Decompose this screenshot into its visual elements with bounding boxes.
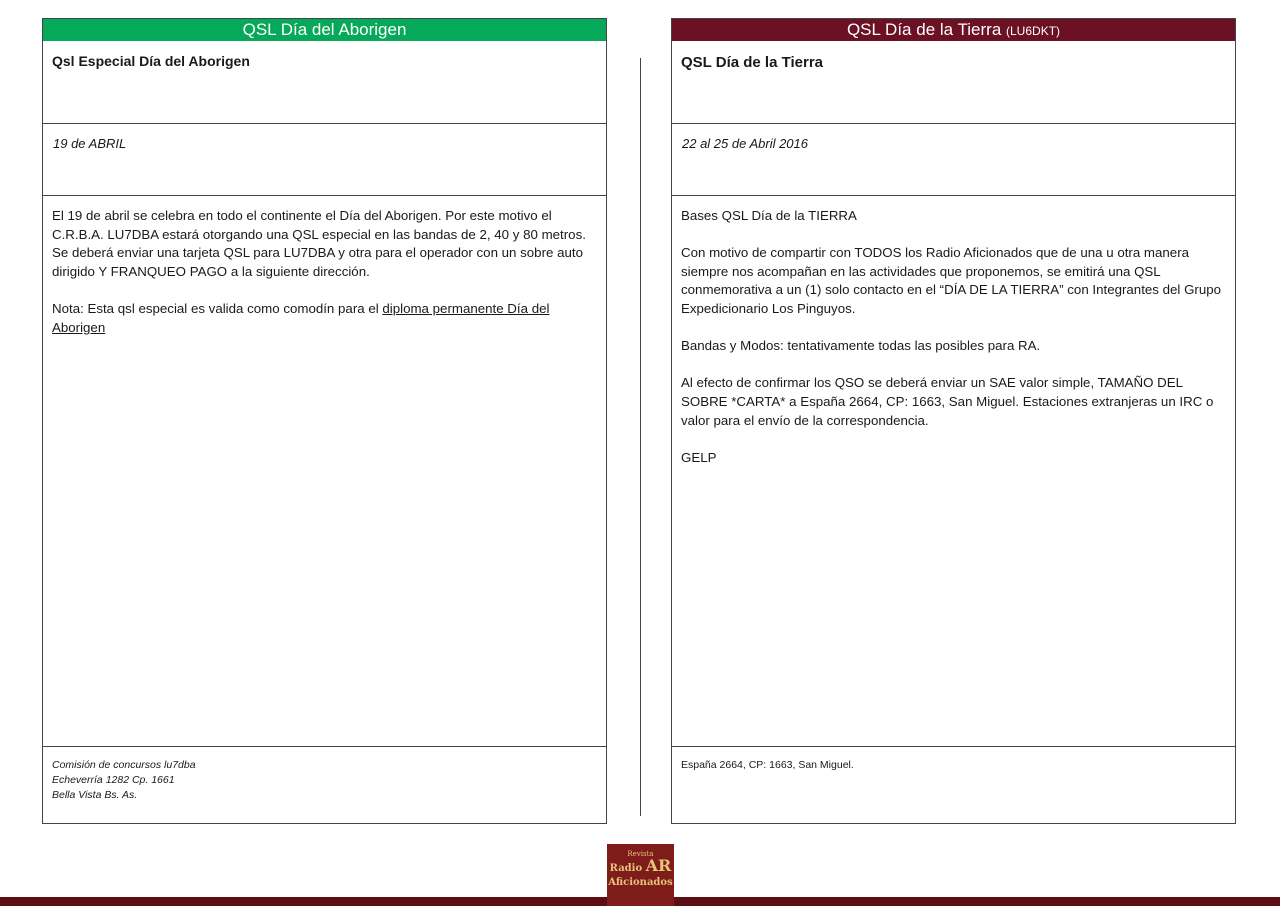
card-body-section xyxy=(43,196,606,747)
logo-aficionados: Aficionados xyxy=(608,877,673,888)
card-body-section xyxy=(672,196,1235,747)
column-divider xyxy=(640,58,641,816)
logo-ar: AR xyxy=(645,856,672,875)
card-header-title: QSL Día del Aborigen xyxy=(242,20,407,39)
card-footer-section xyxy=(672,747,1235,823)
card-footer xyxy=(52,747,597,803)
logo-radio: Radio xyxy=(609,863,643,874)
qsl-card-tierra xyxy=(671,18,1236,824)
note-paragraph xyxy=(52,300,597,337)
card-date-section xyxy=(672,124,1235,196)
card-date: 19 de ABRIL xyxy=(53,136,127,151)
body-paragraph: GELP xyxy=(681,449,717,465)
logo-radio-line xyxy=(607,856,674,876)
card-body xyxy=(52,196,597,337)
footer-line: Bella Vista Bs. As. xyxy=(52,789,138,801)
body-paragraph: Bases QSL Día de la TIERRA xyxy=(681,208,857,223)
card-header-title: QSL Día de la Tierra xyxy=(846,20,1002,39)
card-title-section xyxy=(43,41,606,124)
card-footer-section xyxy=(43,747,606,823)
card-header xyxy=(672,19,1235,41)
card-body xyxy=(681,196,1226,467)
body-paragraph: Al efecto de confirmar los QSO se deberá enviar un SAE valor simple, TAMAÑO DEL SOBRE *CARTA* a España 2664, CP: 1663, San Miguel. Estaciones extranjeras un IRC o valor para el envío de la correspondencia. xyxy=(681,375,1214,428)
footer-line: Comisión de concursos lu7dba xyxy=(52,759,196,771)
footer-line: Echeverría 1282 Cp. 1661 xyxy=(52,774,175,786)
qsl-card-aborigen xyxy=(42,18,607,824)
note-text: Nota: Esta qsl especial es valida como comodín para el xyxy=(52,300,383,316)
card-date: 22 al 25 de Abril 2016 xyxy=(682,136,809,151)
card-footer: España 2664, CP: 1663, San Miguel. xyxy=(681,759,854,771)
card-header-callsign: (LU6DKT) xyxy=(1006,24,1061,38)
diploma-link[interactable]: diploma permanente Día del Aborigen xyxy=(52,300,550,335)
card-header xyxy=(43,19,606,41)
card-date-section xyxy=(43,124,606,196)
logo-top-text: Revista xyxy=(627,850,654,858)
card-title: Qsl Especial Día del Aborigen xyxy=(52,53,250,69)
body-paragraph: El 19 de abril se celebra en todo el continente el Día del Aborigen. Por este motivo el C.R.B.A. LU7DBA estará otorgando una QSL especial en las bandas de 2, 40 y 80 metros. Se deberá enviar una tarjeta QSL para LU7DBA y otra para el operador con un sobre auto dirigido Y FRANQUEO PAGO a la siguiente dirección. xyxy=(52,208,586,279)
body-paragraph: Bandas y Modos: tentativamente todas las posibles para RA. xyxy=(681,338,1041,354)
card-title: QSL Día de la Tierra xyxy=(681,54,824,71)
card-title-section xyxy=(672,41,1235,124)
magazine-logo[interactable] xyxy=(607,844,674,906)
body-paragraph: Con motivo de compartir con TODOS los Radio Aficionados que de una u otra manera siempre nos acompañan en las actividades que proponemos, se emitirá una QSL conmemorativa a un (1) solo contacto en el “DÍA DE LA TIERRA” con Integrantes del Grupo Expedicionario Los Pinguyos. xyxy=(681,245,1222,316)
